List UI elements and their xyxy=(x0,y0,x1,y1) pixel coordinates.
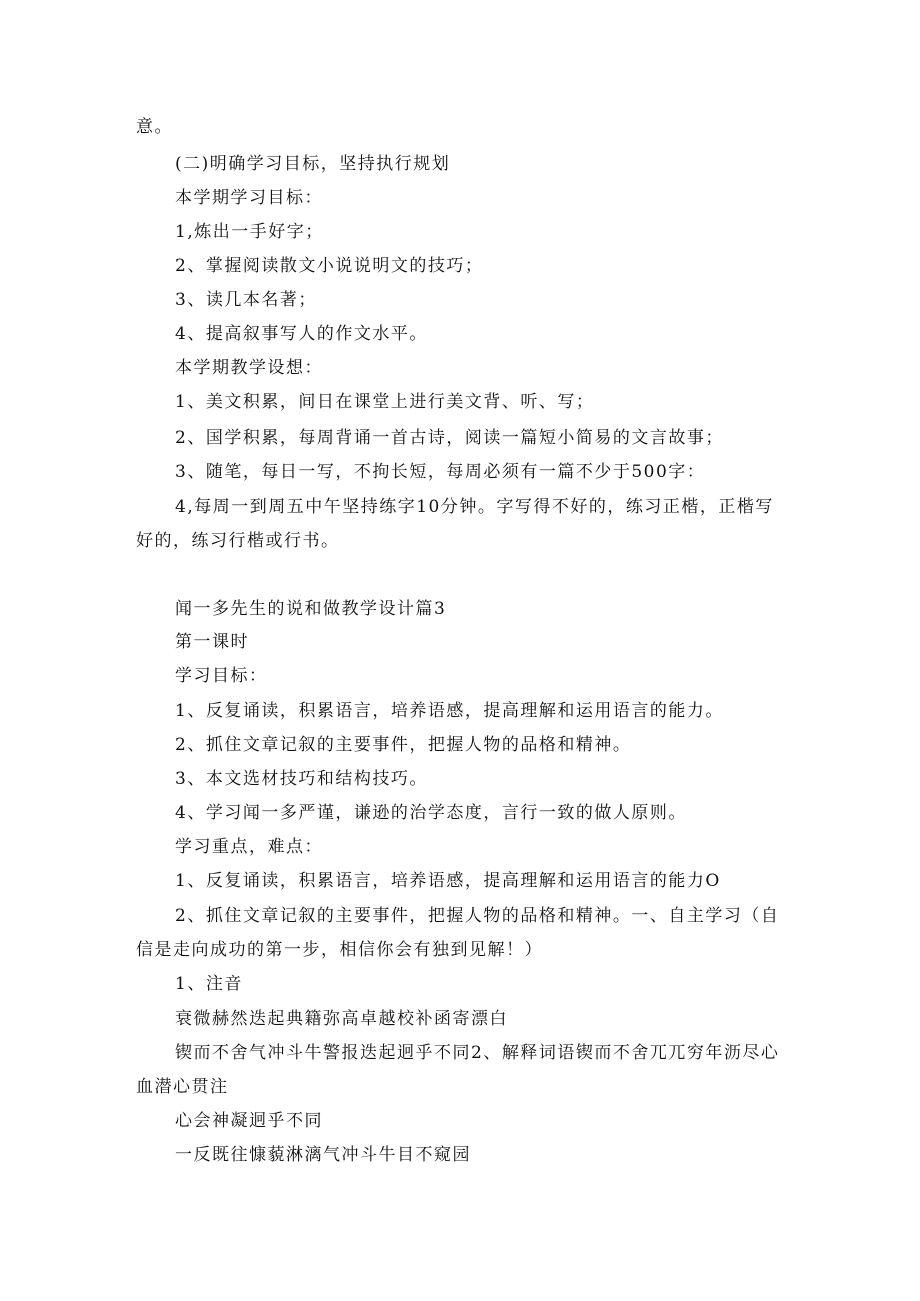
list-item: 1、反复诵读，积累语言，培养语感，提高理解和运用语言的能力。 xyxy=(175,701,724,721)
text-line: 锲而不舍气冲斗牛警报迭起迥乎不同2、解释词语锲而不舍兀兀穷年沥尽心 xyxy=(175,1043,780,1063)
list-item: 1、注音 xyxy=(175,974,243,994)
list-item: 2、国学积累，每周背诵一首古诗，阅读一篇短小简易的文言故事； xyxy=(175,428,724,448)
article-title: 闻一多先生的说和做教学设计篇3 xyxy=(175,599,447,619)
list-item: 3、随笔，每日一写，不拘长短，每周必须有一篇不少于500字： xyxy=(175,462,706,482)
text-line: 意。 xyxy=(136,117,173,137)
text-line: 衰微赫然迭起典籍弥高卓越校补函寄漂白 xyxy=(175,1009,508,1029)
text-line: 好的，练习行楷或行书。 xyxy=(136,531,340,551)
text-line: 学习目标： xyxy=(175,666,268,686)
text-line: 学习重点，难点： xyxy=(175,837,323,857)
list-item: 2、抓住文章记叙的主要事件，把握人物的品格和精神。 xyxy=(175,735,632,755)
text-line: 本学期教学设想： xyxy=(175,358,323,378)
text-line: 第一课时 xyxy=(175,632,249,652)
list-item: 2、抓住文章记叙的主要事件，把握人物的品格和精神。一、自主学习（自 xyxy=(175,906,780,926)
list-item: 3、本文选材技巧和结构技巧。 xyxy=(175,769,428,789)
text-line: 本学期学习目标： xyxy=(175,188,323,208)
list-item: 4,每周一到周五中午坚持练字10分钟。字写得不好的，练习正楷，正楷写 xyxy=(175,497,774,517)
list-item: 2、掌握阅读散文小说说明文的技巧； xyxy=(175,256,484,276)
list-item: 3、读几本名著； xyxy=(175,290,317,310)
section-heading: (二)明确学习目标，坚持执行规划 xyxy=(175,154,451,174)
list-item: 4、学习闻一多严谨，谦逊的治学态度，言行一致的做人原则。 xyxy=(175,803,687,823)
text-line: 一反既往慷藐淋漓气冲斗牛目不窥园 xyxy=(175,1145,471,1165)
text-line: 信是走向成功的第一步，相信你会有独到见解！） xyxy=(136,940,543,960)
list-item: 1、反复诵读，积累语言，培养语感，提高理解和运用语言的能力O xyxy=(175,871,721,891)
list-item: 4、提高叙事写人的作文水平。 xyxy=(175,324,428,344)
list-item: 1、美文积累，间日在课堂上进行美文背、听、写； xyxy=(175,392,595,412)
list-item: 1,炼出一手好字； xyxy=(175,222,324,242)
text-line: 血潜心贯注 xyxy=(136,1077,229,1097)
text-line: 心会神凝迥乎不同 xyxy=(175,1111,323,1131)
